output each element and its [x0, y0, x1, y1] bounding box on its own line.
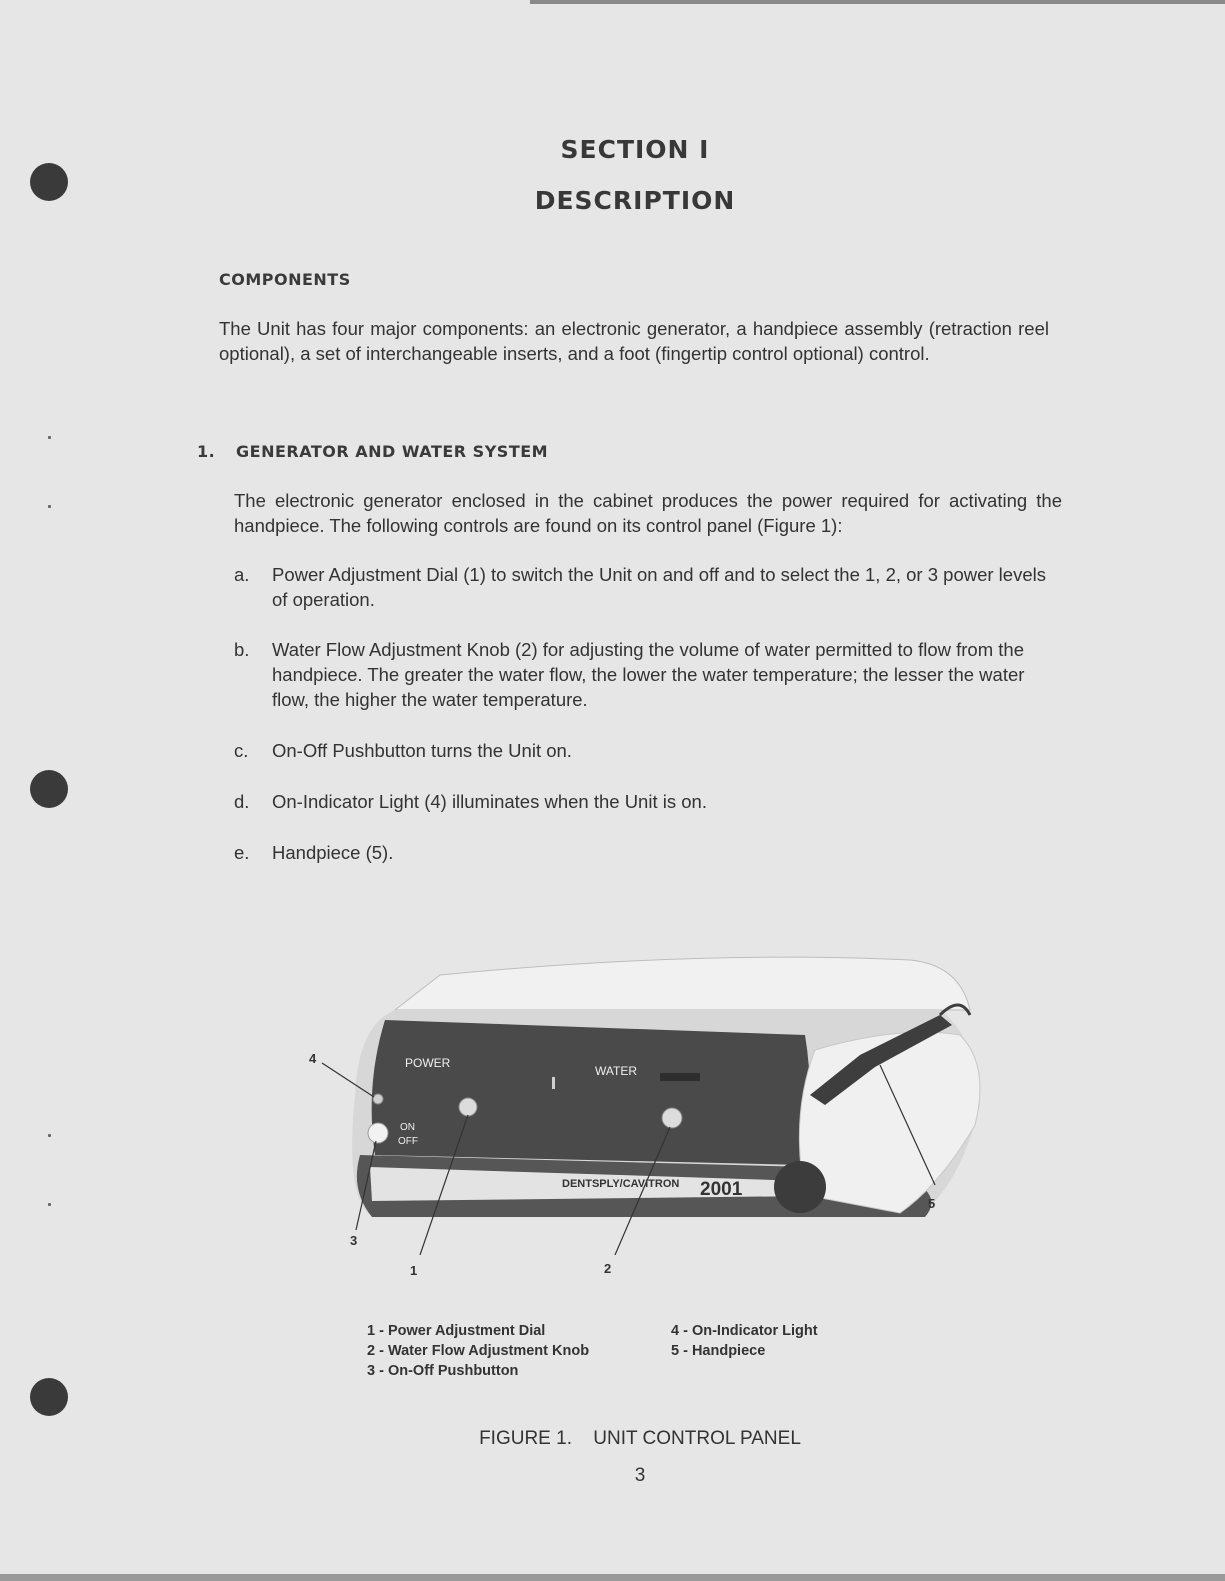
- legend-item: 5 - Handpiece: [671, 1343, 766, 1359]
- generator-section-number: 1.: [197, 442, 216, 461]
- power-label: POWER: [405, 1056, 451, 1070]
- legend-item: 1 - Power Adjustment Dial: [367, 1323, 546, 1339]
- components-heading: COMPONENTS: [219, 270, 351, 289]
- scan-speck: [48, 436, 51, 439]
- scan-speck: [48, 1134, 51, 1137]
- list-item-label: a.: [234, 564, 250, 585]
- figure-caption-number: FIGURE 1.: [479, 1428, 572, 1449]
- on-indicator-light: [373, 1094, 383, 1104]
- list-item-text: On-Off Pushbutton turns the Unit on.: [272, 740, 572, 761]
- water-flow-knob: [662, 1108, 682, 1128]
- figure-caption-title: UNIT CONTROL PANEL: [593, 1428, 801, 1449]
- control-panel-face: [372, 1020, 810, 1165]
- scan-speck: [48, 505, 51, 508]
- generator-paragraph: The electronic generator enclosed in the cabinet produces the power required for activating the handpiece. The following controls are found on its control panel (Figure 1):: [234, 490, 1062, 536]
- generator-heading: GENERATOR AND WATER SYSTEM: [236, 442, 549, 461]
- model-label: 2001: [700, 1179, 743, 1200]
- list-item-text: Handpiece (5).: [272, 842, 394, 863]
- unit-control-panel-figure: [300, 955, 1000, 1255]
- handpiece-holder: [774, 1161, 826, 1213]
- legend-item: 4 - On-Indicator Light: [671, 1323, 818, 1339]
- list-item-label: e.: [234, 842, 250, 863]
- scan-speck: [48, 1203, 51, 1206]
- figure-caption: [0, 1428, 1225, 1450]
- binder-hole-middle: [30, 770, 68, 808]
- water-slot: [660, 1073, 700, 1081]
- callout-number-3: 3: [350, 1233, 358, 1248]
- list-item-text: Power Adjustment Dial (1) to switch the Unit on and off and to select the 1, 2, or 3 power levels of operation.: [272, 564, 1046, 610]
- section-subtitle: DESCRIPTION: [534, 186, 736, 215]
- list-item-text: Water Flow Adjustment Knob (2) for adjusting the volume of water permitted to flow from the handpiece. The greater the water flow, the lower the water temperature; the lesser the water flow, the higher the water temperature.: [272, 639, 1025, 710]
- list-item-label: d.: [234, 791, 250, 812]
- bottom-edge-rule: [0, 1574, 1225, 1581]
- power-adjustment-dial: [459, 1098, 477, 1116]
- list-item-label: b.: [234, 639, 250, 660]
- page-number: 3: [634, 1465, 646, 1486]
- panel-mark: [552, 1077, 555, 1089]
- section-title: SECTION I: [560, 135, 710, 164]
- list-item: [234, 840, 1064, 865]
- binder-hole-bottom: [30, 1378, 68, 1416]
- list-item-text: On-Indicator Light (4) illuminates when the Unit is on.: [272, 791, 707, 812]
- list-item: [234, 562, 1064, 612]
- top-edge-rule: [530, 0, 1225, 4]
- on-label: ON: [400, 1122, 415, 1133]
- off-label: OFF: [398, 1136, 418, 1147]
- figure-legend-right: [671, 1321, 818, 1361]
- figure-legend-left: [367, 1321, 589, 1381]
- list-item-label: c.: [234, 740, 249, 761]
- list-item: [234, 637, 1064, 712]
- callout-number-2: 2: [604, 1261, 612, 1276]
- handpiece-housing: [799, 1032, 980, 1213]
- legend-item: 2 - Water Flow Adjustment Knob: [367, 1343, 590, 1359]
- cabinet-top: [395, 957, 970, 1010]
- brand-label: DENTSPLY/CAVITRON: [562, 1178, 680, 1190]
- water-label: WATER: [595, 1064, 637, 1078]
- legend-item: 3 - On-Off Pushbutton: [367, 1363, 519, 1379]
- callout-number-1: 1: [410, 1263, 418, 1278]
- components-paragraph: The Unit has four major components: an electronic generator, a handpiece assembly (retraction reel optional), a set of interchangeable inserts, and a foot (fingertip control optional) control.: [219, 318, 1049, 364]
- callout-number-4: 4: [309, 1051, 317, 1066]
- on-off-pushbutton: [368, 1123, 388, 1143]
- callout-number-5: 5: [928, 1196, 936, 1211]
- list-item: [234, 738, 1064, 763]
- list-item: [234, 789, 1064, 814]
